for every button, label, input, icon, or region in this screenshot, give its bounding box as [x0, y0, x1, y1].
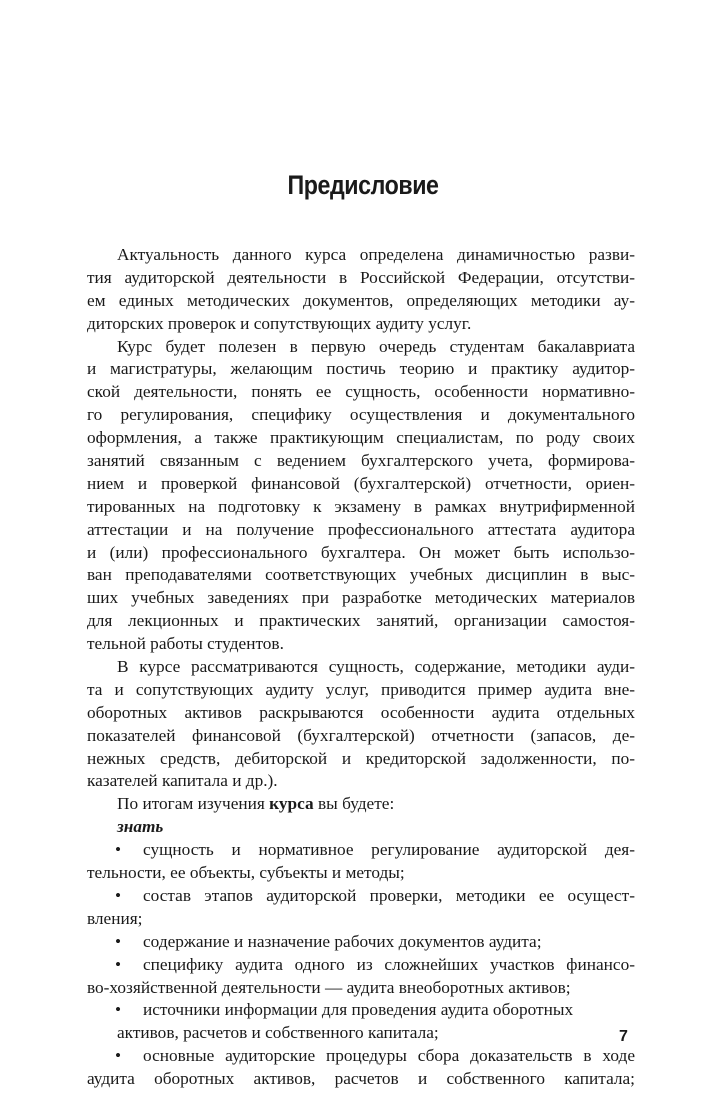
- text-line: В курсе рассматриваются сущность, содержание, методики ауди-: [117, 657, 635, 677]
- bullet-icon: •: [115, 931, 122, 951]
- list-item: [87, 885, 635, 931]
- text-line: оборотных активов раскрываются особенности аудита отдельных: [87, 702, 635, 722]
- body-text: [87, 244, 635, 1091]
- list-item: [87, 954, 635, 1000]
- text-line: диторских проверок и сопутствующих аудиту услуг.: [87, 313, 472, 333]
- bullet-text: содержание и назначение рабочих документов аудита;: [143, 931, 542, 951]
- text-line: тельности, ее объекты, субъекты и методы;: [87, 863, 405, 883]
- text-line: тированных на подготовку к экзамену в рамках внутрифирменной: [87, 496, 635, 516]
- text-line: ской деятельности, понять ее сущность, особенности нормативно-: [87, 382, 635, 402]
- text-line: аттестации и на получение профессионального аттестата аудитора: [87, 519, 635, 539]
- text-line: оформления, а также практикующим специалистам, по роду своих: [87, 428, 635, 448]
- list-item: [87, 999, 635, 1045]
- results-intro-text-end: вы будете:: [313, 794, 395, 814]
- list-item: [87, 1045, 635, 1091]
- text-line: показателей финансовой (бухгалтерской) отчетности (запасов, де-: [87, 725, 635, 745]
- text-line: го регулирования, специфику осуществления и документального: [87, 405, 635, 425]
- bullet-icon: •: [115, 1000, 122, 1020]
- bullet-icon: •: [115, 954, 122, 974]
- results-intro-text: По итогам изучения: [117, 794, 270, 814]
- bullet-icon: •: [115, 1046, 122, 1066]
- bullet-icon: •: [115, 885, 122, 905]
- bullet-line: [87, 1045, 635, 1068]
- bullet-text: сущность и нормативное регулирование аудиторской дея-: [143, 840, 635, 860]
- bullet-line: [87, 999, 635, 1022]
- bullet-text: состав этапов аудиторской проверки, методики ее осущест-: [143, 885, 635, 905]
- paragraph: [87, 656, 635, 793]
- know-label: [87, 816, 635, 839]
- bullet-text: основные аудиторские процедуры сбора доказательств в ходе: [143, 1046, 635, 1066]
- paragraph: [87, 244, 635, 336]
- text-line: Курс будет полезен в первую очередь студентам бакалавриата: [117, 336, 635, 356]
- text-line: и (или) профессионального бухгалтера. Он может быть использо-: [87, 542, 635, 562]
- text-line: во-хозяйственной деятельности — аудита внеоборотных активов;: [87, 977, 571, 997]
- text-line: аудита оборотных активов, расчетов и собственного капитала;: [87, 1069, 635, 1089]
- bullet-line: [87, 839, 635, 862]
- know-label-text: знать: [117, 817, 164, 837]
- text-line: казателей капитала и др.).: [87, 771, 278, 791]
- text-line: Актуальность данного курса определена динамичностью разви-: [117, 245, 635, 264]
- text-line: для лекционных и практических занятий, организации самостоя-: [87, 611, 635, 631]
- text-line: нежных средств, дебиторской и кредиторской задолженности, по-: [87, 748, 635, 768]
- text-line: тельной работы студентов.: [87, 634, 284, 654]
- page-title: Предисловие: [287, 170, 439, 200]
- list-item: [87, 931, 635, 954]
- results-intro: [87, 793, 635, 816]
- bullet-line: [87, 954, 635, 977]
- text-line: занятий связанным с ведением бухгалтерского учета, формирова-: [87, 451, 635, 471]
- text-line: тия аудиторской деятельности в Российской Федерации, отсутстви-: [87, 267, 635, 287]
- text-line: активов, расчетов и собственного капитала;: [117, 1023, 439, 1043]
- bullet-list: [87, 839, 635, 1091]
- text-line: вления;: [87, 908, 143, 928]
- bullet-text: источники информации для проведения аудита оборотных: [143, 1000, 574, 1020]
- page-number: 7: [619, 1028, 628, 1045]
- paragraph: [87, 336, 635, 656]
- bullet-text: специфику аудита одного из сложнейших участков финансо-: [143, 954, 635, 974]
- text-line: ван преподавателями соответствующих учебных дисциплин в выс-: [87, 565, 635, 585]
- text-line: та и сопутствующих аудиту услуг, приводится пример аудита вне-: [87, 679, 635, 699]
- text-line: нием и проверкой финансовой (бухгалтерской) отчетности, ориен-: [87, 473, 635, 493]
- bullet-icon: •: [115, 840, 122, 860]
- text-line: и магистратуры, желающим постичь теорию и практику аудитор-: [87, 359, 635, 379]
- bullet-line: [87, 885, 635, 908]
- list-item: [87, 839, 635, 885]
- text-line: ших учебных заведениях при разработке методических материалов: [87, 588, 635, 608]
- bullet-line: [87, 931, 635, 954]
- results-intro-bold: курса: [269, 794, 314, 814]
- text-line: ем единых методических документов, определяющих методики ау-: [87, 290, 635, 310]
